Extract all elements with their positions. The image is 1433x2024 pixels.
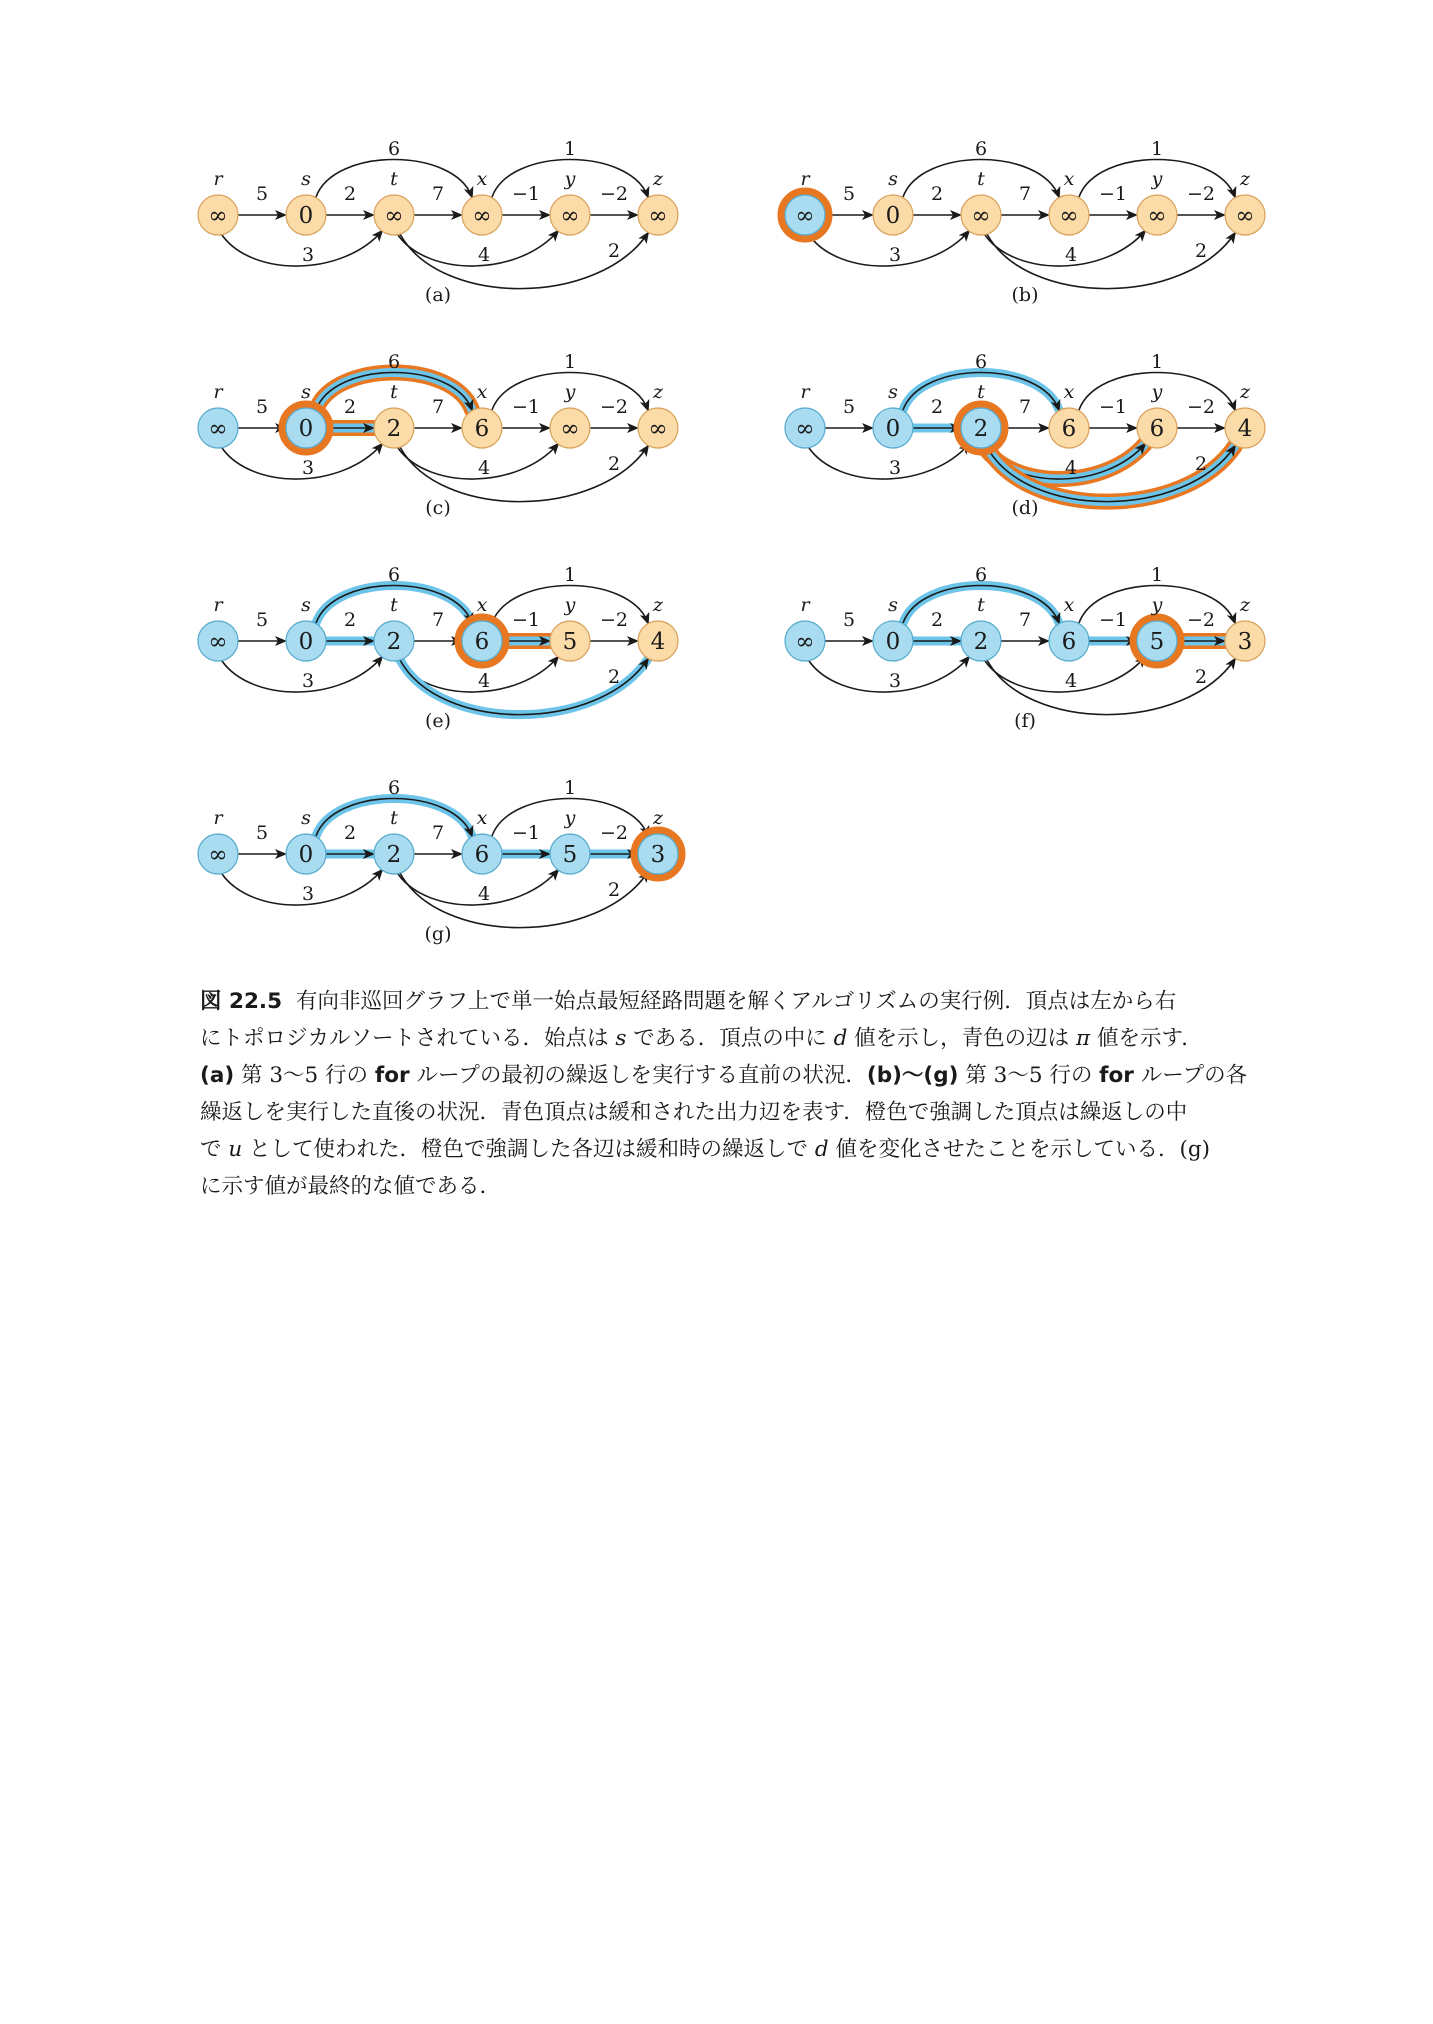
- caption-var: u: [228, 1137, 243, 1162]
- vertex-d-value: 0: [298, 629, 314, 655]
- vertex-name-label: z: [652, 594, 664, 616]
- vertex-d-value: 2: [973, 416, 989, 442]
- caption-text: ループの最初の繰返しを実行する直前の状況．: [409, 1063, 867, 1088]
- edge-weight-label: 7: [1018, 396, 1032, 418]
- vertex-name-label: t: [390, 594, 398, 616]
- edge-weight-label: 2: [343, 396, 357, 418]
- edge-weight-label: 2: [607, 240, 621, 262]
- edge-weight-label: 3: [301, 883, 315, 905]
- edge-weight-label: −1: [1098, 609, 1128, 631]
- vertex-name-label: s: [888, 381, 898, 403]
- vertex-d-value: ∞: [1147, 203, 1167, 229]
- edge-weight-label: 4: [1064, 670, 1078, 692]
- vertex-name-label: t: [390, 381, 398, 403]
- edge-weight-label: −2: [599, 822, 629, 844]
- vertex-name-label: s: [301, 594, 311, 616]
- edge-weight-label: 7: [431, 609, 445, 631]
- vertex-d-value: ∞: [208, 629, 228, 655]
- edge-weight-label: 1: [563, 564, 577, 586]
- edge-weight-label: −2: [599, 609, 629, 631]
- vertex-name-label: r: [213, 381, 223, 403]
- edge-weight-label: 5: [255, 396, 269, 418]
- vertex-name-label: y: [564, 594, 576, 616]
- edge-weight-label: 7: [1018, 609, 1032, 631]
- edge-weight-label: 6: [974, 564, 988, 586]
- caption-text: 有向非巡回グラフ上で単一始点最短経路問題を解くアルゴリズムの実行例．頂点は左から右: [296, 989, 1177, 1014]
- caption-keyword: for: [374, 1063, 410, 1088]
- edge-weight-label: −1: [1098, 183, 1128, 205]
- vertex-name-label: y: [1151, 594, 1163, 616]
- edge-weight-label: 4: [477, 670, 491, 692]
- caption-line-1: [200, 983, 1280, 1020]
- edge-weight-label: 2: [1194, 240, 1208, 262]
- caption-text: に示す値が最終的な値である．: [200, 1174, 502, 1199]
- edge-weight-label: 5: [255, 822, 269, 844]
- caption-keyword: for: [1099, 1063, 1134, 1088]
- edge-weight-label: −2: [1186, 396, 1216, 418]
- edge-weight-label: 2: [1194, 453, 1208, 475]
- vertex-d-value: 5: [562, 842, 578, 868]
- caption-line-5: [200, 1131, 1280, 1168]
- graph-panel: [198, 351, 678, 519]
- vertex-d-value: ∞: [971, 203, 991, 229]
- edge-weight-label: 5: [842, 183, 856, 205]
- vertex-d-value: 5: [562, 629, 578, 655]
- vertex-name-label: s: [301, 168, 311, 190]
- edge-weight-label: −1: [511, 822, 541, 844]
- caption-text: 繰返しを実行した直後の状況．青色頂点は緩和された出力辺を表す．橙色で強調した頂点は繰返しの中: [200, 1100, 1188, 1125]
- vertex-d-value: ∞: [648, 416, 668, 442]
- edge-weight-label: 6: [387, 138, 401, 160]
- edge-weight-label: 3: [301, 244, 315, 266]
- vertex-d-value: ∞: [795, 203, 815, 229]
- caption-var: s: [615, 1026, 627, 1051]
- vertex-name-label: r: [213, 807, 223, 829]
- caption-text: 値を変化させたことを示している．(g): [828, 1137, 1211, 1162]
- edge-weight-label: −2: [1186, 183, 1216, 205]
- edge-weight-label: 7: [431, 183, 445, 205]
- caption-text: である．頂点の中に: [626, 1026, 834, 1051]
- vertex-d-value: ∞: [560, 203, 580, 229]
- caption-line-6: [200, 1168, 1280, 1205]
- caption-text: 値を示し，青色の辺は: [847, 1026, 1076, 1051]
- vertex-name-label: y: [1151, 381, 1163, 403]
- figure-22-5: [0, 0, 1433, 980]
- edge-weight-label: 2: [343, 183, 357, 205]
- vertex-name-label: z: [1239, 168, 1251, 190]
- edge-weight-label: 1: [563, 777, 577, 799]
- edge-weight-label: 3: [301, 457, 315, 479]
- caption-text: で: [200, 1137, 229, 1162]
- vertex-name-label: z: [652, 168, 664, 190]
- edge-weight-label: 4: [1064, 457, 1078, 479]
- caption-line-2: [200, 1020, 1280, 1057]
- edge-weight-label: 2: [343, 609, 357, 631]
- vertex-d-value: 0: [298, 416, 314, 442]
- caption-text: として使われた．橙色で強調した各辺は緩和時の繰返しで: [242, 1137, 815, 1162]
- vertex-name-label: s: [888, 168, 898, 190]
- vertex-name-label: y: [1151, 168, 1163, 190]
- edge-weight-label: 5: [255, 183, 269, 205]
- vertex-d-value: 0: [298, 203, 314, 229]
- edge-weight-label: 3: [888, 670, 902, 692]
- edge-weight-label: 6: [974, 351, 988, 373]
- edge-weight-label: 3: [301, 670, 315, 692]
- vertex-name-label: t: [390, 807, 398, 829]
- vertex-name-label: t: [977, 381, 985, 403]
- edge-weight-label: 6: [387, 777, 401, 799]
- vertex-d-value: 2: [386, 629, 402, 655]
- caption-text: ループの各: [1133, 1063, 1248, 1088]
- vertex-name-label: s: [301, 807, 311, 829]
- edge-weight-label: 7: [431, 396, 445, 418]
- panel-label: (g): [424, 923, 452, 945]
- vertex-d-value: ∞: [1235, 203, 1255, 229]
- vertex-d-value: ∞: [560, 416, 580, 442]
- vertex-d-value: 6: [474, 842, 490, 868]
- edge-weight-label: 5: [255, 609, 269, 631]
- panel-label: (c): [425, 497, 451, 519]
- vertex-name-label: t: [977, 594, 985, 616]
- vertex-d-value: 4: [1237, 416, 1253, 442]
- vertex-d-value: 3: [1237, 629, 1253, 655]
- edge-weight-label: 6: [974, 138, 988, 160]
- vertex-d-value: ∞: [472, 203, 492, 229]
- graph-panel: [198, 777, 682, 945]
- vertex-name-label: y: [564, 381, 576, 403]
- edge-weight-label: −1: [1098, 396, 1128, 418]
- vertex-d-value: ∞: [795, 629, 815, 655]
- edge-weight-label: 6: [387, 351, 401, 373]
- vertex-d-value: 0: [885, 629, 901, 655]
- caption-line-4: [200, 1094, 1280, 1131]
- vertex-name-label: z: [1239, 594, 1251, 616]
- vertex-d-value: 4: [650, 629, 666, 655]
- vertex-name-label: x: [476, 168, 488, 190]
- edge-weight-label: 2: [607, 879, 621, 901]
- vertex-name-label: x: [476, 594, 488, 616]
- vertex-name-label: x: [1063, 381, 1075, 403]
- vertex-name-label: r: [213, 168, 223, 190]
- vertex-name-label: r: [213, 594, 223, 616]
- vertex-name-label: x: [1063, 168, 1075, 190]
- edge-weight-label: 4: [477, 244, 491, 266]
- vertex-name-label: z: [652, 381, 664, 403]
- vertex-name-label: s: [888, 594, 898, 616]
- vertex-name-label: y: [564, 807, 576, 829]
- edge-weight-label: 5: [842, 396, 856, 418]
- vertex-d-value: ∞: [208, 842, 228, 868]
- caption-line-3: [200, 1057, 1280, 1094]
- edge-weight-label: −1: [511, 396, 541, 418]
- vertex-d-value: ∞: [648, 203, 668, 229]
- edge-weight-label: −2: [599, 396, 629, 418]
- edge-weight-label: 1: [1150, 351, 1164, 373]
- vertex-d-value: 2: [386, 842, 402, 868]
- edge-weight-label: 3: [888, 244, 902, 266]
- edge-weight-label: 2: [607, 453, 621, 475]
- vertex-d-value: 2: [973, 629, 989, 655]
- vertex-name-label: x: [1063, 594, 1075, 616]
- vertex-name-label: z: [652, 807, 664, 829]
- vertex-d-value: 0: [885, 416, 901, 442]
- panel-label: (d): [1011, 497, 1039, 519]
- vertex-name-label: x: [476, 381, 488, 403]
- vertex-d-value: 0: [298, 842, 314, 868]
- vertex-name-label: r: [800, 168, 810, 190]
- edge-weight-label: 2: [930, 183, 944, 205]
- vertex-name-label: r: [800, 594, 810, 616]
- vertex-d-value: 3: [650, 842, 666, 868]
- edge-weight-label: 4: [1064, 244, 1078, 266]
- caption-var: d: [833, 1026, 848, 1051]
- graph-panel: [785, 351, 1265, 519]
- panel-label: (e): [424, 710, 452, 732]
- vertex-d-value: 5: [1149, 629, 1165, 655]
- vertex-d-value: ∞: [208, 203, 228, 229]
- edge-weight-label: 2: [607, 666, 621, 688]
- edge-weight-label: 7: [1018, 183, 1032, 205]
- vertex-d-value: ∞: [384, 203, 404, 229]
- figure-caption: [200, 983, 1280, 1205]
- panel-label: (b): [1011, 284, 1039, 306]
- graph-panel: [198, 564, 678, 732]
- caption-text: 第 3〜5 行の: [234, 1063, 375, 1088]
- caption-var: d: [814, 1137, 829, 1162]
- vertex-name-label: z: [1239, 381, 1251, 403]
- edge-weight-label: 1: [1150, 564, 1164, 586]
- vertex-d-value: 2: [386, 416, 402, 442]
- vertex-d-value: 6: [1149, 416, 1165, 442]
- edge-weight-label: 1: [1150, 138, 1164, 160]
- edge-weight-label: −2: [1186, 609, 1216, 631]
- edge-weight-label: 7: [431, 822, 445, 844]
- edge-weight-label: 2: [930, 609, 944, 631]
- vertex-name-label: r: [800, 381, 810, 403]
- panel-label: (a): [424, 284, 452, 306]
- graph-panel: [198, 138, 678, 306]
- caption-text: 第 3〜5 行の: [958, 1063, 1100, 1088]
- caption-panel-ref: (a): [200, 1063, 235, 1088]
- vertex-d-value: 6: [1061, 416, 1077, 442]
- edge-weight-label: 1: [563, 351, 577, 373]
- vertex-d-value: 6: [474, 629, 490, 655]
- edge-weight-label: −1: [511, 183, 541, 205]
- edge-weight-label: −1: [511, 609, 541, 631]
- edge-weight-label: 2: [930, 396, 944, 418]
- vertex-d-value: ∞: [795, 416, 815, 442]
- vertex-d-value: 6: [474, 416, 490, 442]
- edge-weight-label: 1: [563, 138, 577, 160]
- edge-weight-label: 3: [888, 457, 902, 479]
- vertex-name-label: t: [390, 168, 398, 190]
- vertex-name-label: y: [564, 168, 576, 190]
- edge-weight-label: 4: [477, 883, 491, 905]
- edge-weight-label: 6: [387, 564, 401, 586]
- graph-panel: [785, 564, 1265, 732]
- edge-weight-label: 2: [1194, 666, 1208, 688]
- vertex-name-label: s: [301, 381, 311, 403]
- vertex-name-label: x: [476, 807, 488, 829]
- vertex-d-value: ∞: [1059, 203, 1079, 229]
- vertex-d-value: ∞: [208, 416, 228, 442]
- edge-weight-label: −2: [599, 183, 629, 205]
- graph-panel: [781, 138, 1265, 306]
- edge-weight-label: 5: [842, 609, 856, 631]
- caption-text: にトポロジカルソートされている．始点は: [200, 1026, 616, 1051]
- vertex-name-label: t: [977, 168, 985, 190]
- figure-label: 図 22.5: [200, 989, 283, 1014]
- caption-var: π: [1076, 1026, 1091, 1051]
- vertex-d-value: 6: [1061, 629, 1077, 655]
- edge-weight-label: 2: [343, 822, 357, 844]
- caption-panel-ref: (b)〜(g): [866, 1063, 959, 1088]
- panel-label: (f): [1014, 710, 1036, 732]
- edge-weight-label: 4: [477, 457, 491, 479]
- vertex-d-value: 0: [885, 203, 901, 229]
- caption-text: 値を示す．: [1090, 1026, 1203, 1051]
